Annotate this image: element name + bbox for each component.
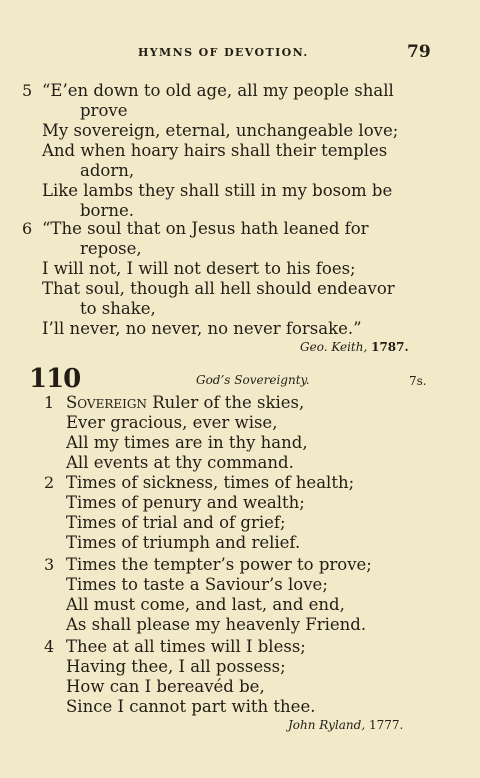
page-header [0, 44, 480, 66]
verse-line: to shake, [80, 299, 156, 318]
hymn-meter: 7s. [409, 374, 427, 388]
verse-line: I will not, I will not desert to his foes; [42, 259, 356, 278]
verse-line: “The soul that on Jesus hath leaned for [42, 219, 369, 238]
verse-line: All must come, and last, and end, [66, 595, 345, 614]
verse-line: How can I bereavéd be, [66, 677, 265, 696]
verse-line: Times of triumph and relief. [66, 533, 301, 552]
author-name: Geo. Keith, [300, 340, 368, 354]
verse-line: Having thee, I all possess; [66, 657, 286, 676]
stanza-number: 2 [44, 473, 55, 492]
verse-line: Times of penury and wealth; [66, 493, 305, 512]
hymn-title: God’s Sovereignty. [196, 373, 310, 387]
verse-line: repose, [80, 239, 142, 258]
first-word-smallcaps: Sovereign [66, 393, 147, 412]
verse-line: All my times are in thy hand, [66, 433, 308, 452]
verse-line: borne. [80, 201, 135, 220]
page-number: 79 [407, 42, 431, 62]
verse-line: Times to taste a Saviour’s love; [66, 575, 328, 594]
verse-line: My sovereign, eternal, unchangeable love; [42, 121, 399, 140]
stanza-number: 4 [44, 637, 55, 656]
stanza-number: 1 [44, 393, 55, 412]
running-head: HYMNS OF DEVOTION. [138, 46, 309, 59]
verse-line [66, 392, 304, 414]
stanza-number: 5 [22, 81, 33, 100]
verse-line: “E’en down to old age, all my people shall [42, 81, 394, 100]
first-line-rest: Ruler of the skies, [146, 393, 305, 412]
hymn-credit [288, 718, 403, 732]
verse-line: Like lambs they shall still in my bosom be [42, 181, 393, 200]
author-year: 1777. [368, 718, 404, 732]
verse-line: And when hoary hairs shall their temples [42, 141, 388, 160]
verse-line: As shall please my heavenly Friend. [66, 615, 367, 634]
author-year: 1787. [371, 340, 409, 354]
verse-line: That soul, though all hell should endeavor [42, 279, 395, 298]
verse-line: Times of sickness, times of health; [66, 473, 355, 492]
verse-line: Since I cannot part with thee. [66, 697, 316, 716]
author-name: John Ryland, [288, 718, 366, 732]
verse-line: Times of trial and of grief; [66, 513, 286, 532]
verse-line: adorn, [80, 161, 135, 180]
verse-line: Ever gracious, ever wise, [66, 413, 278, 432]
verse-line: Times the tempter’s power to prove; [66, 555, 372, 574]
prev-hymn-credit [300, 340, 409, 354]
verse-line: I’ll never, no never, no never forsake.” [42, 319, 362, 338]
stanza-number: 6 [22, 219, 33, 238]
verse-line: prove [80, 101, 128, 120]
stanza-number: 3 [44, 555, 55, 574]
hymn-number: 110 [29, 364, 81, 394]
verse-line: All events at thy command. [66, 453, 294, 472]
verse-line: Thee at all times will I bless; [66, 637, 306, 656]
